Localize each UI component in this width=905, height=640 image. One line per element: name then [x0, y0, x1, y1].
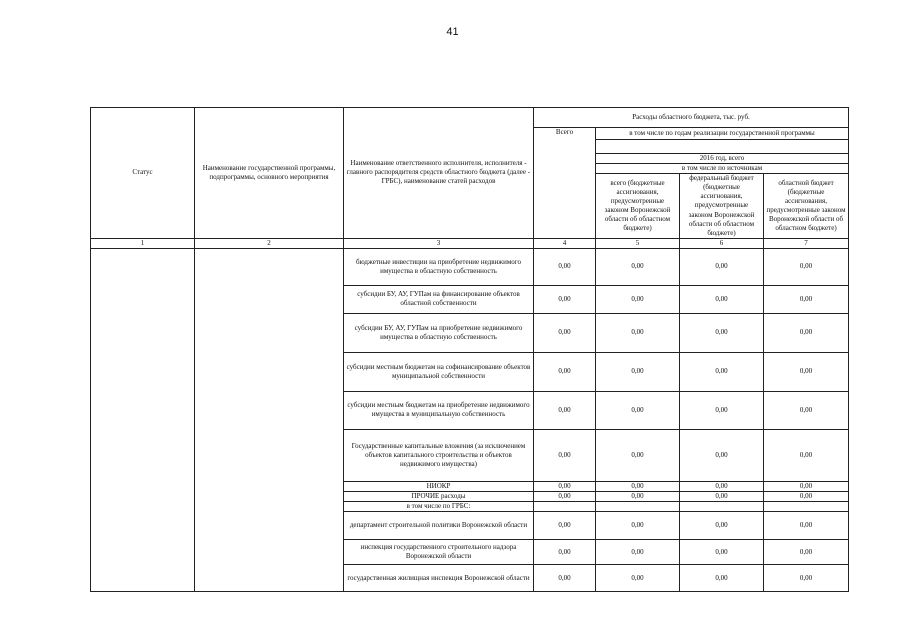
- item-label: Государственные капитальные вложения (за исключением объектов капитального строительства и объектов недвижимого имущества): [344, 429, 534, 481]
- value-total: 0,00: [534, 540, 596, 565]
- header-total: Всего: [534, 128, 596, 239]
- item-label: ПРОЧИЕ расходы: [344, 492, 534, 502]
- status-cell: [91, 248, 195, 591]
- column-number: 1: [91, 238, 195, 248]
- item-label: НИОКР: [344, 481, 534, 491]
- value-regional: 0,00: [764, 248, 849, 285]
- program-name-cell: [195, 248, 344, 591]
- value-source-total: [596, 502, 680, 512]
- value-source-total: 0,00: [596, 248, 680, 285]
- value-regional: 0,00: [764, 512, 849, 540]
- value-source-total: 0,00: [596, 492, 680, 502]
- value-regional: 0,00: [764, 492, 849, 502]
- item-label: департамент строительной политики Воронежской области: [344, 512, 534, 540]
- column-number: 7: [764, 238, 849, 248]
- table-row: [91, 248, 849, 285]
- value-regional: 0,00: [764, 565, 849, 592]
- value-federal: 0,00: [680, 391, 764, 429]
- header-source-total: всего (бюджетные ассигнования, предусмотренные законом Воронежской области об областном бюджете): [596, 174, 680, 239]
- value-total: [534, 502, 596, 512]
- value-source-total: 0,00: [596, 313, 680, 352]
- value-total: 0,00: [534, 512, 596, 540]
- value-regional: 0,00: [764, 352, 849, 391]
- value-regional: 0,00: [764, 481, 849, 491]
- page-number: 41: [446, 26, 459, 38]
- value-total: 0,00: [534, 313, 596, 352]
- value-source-total: 0,00: [596, 481, 680, 491]
- value-regional: [764, 502, 849, 512]
- value-federal: 0,00: [680, 540, 764, 565]
- value-federal: 0,00: [680, 481, 764, 491]
- value-regional: 0,00: [764, 285, 849, 313]
- item-label: инспекция государственного строительного надзора Воронежской области: [344, 540, 534, 565]
- value-source-total: 0,00: [596, 540, 680, 565]
- item-label: государственная жилищная инспекция Воронежской области: [344, 565, 534, 592]
- column-number: 6: [680, 238, 764, 248]
- header-by-sources: в том числе по источникам: [596, 164, 849, 174]
- value-source-total: 0,00: [596, 429, 680, 481]
- item-label: бюджетные инвестиции на приобретение недвижимого имущества в областную собственность: [344, 248, 534, 285]
- value-regional: 0,00: [764, 391, 849, 429]
- column-number: 3: [344, 238, 534, 248]
- header-source-federal: федеральный бюджет (бюджетные ассигнования, предусмотренные законом Воронежской области об областном бюджете): [680, 174, 764, 239]
- value-federal: 0,00: [680, 285, 764, 313]
- header-including-years: в том числе по годам реализации государственной программы: [596, 128, 849, 140]
- value-source-total: 0,00: [596, 512, 680, 540]
- column-number-row: [91, 238, 849, 248]
- value-source-total: 0,00: [596, 352, 680, 391]
- value-total: 0,00: [534, 285, 596, 313]
- value-total: 0,00: [534, 248, 596, 285]
- value-federal: 0,00: [680, 565, 764, 592]
- header-year-2016: 2016 год, всего: [596, 154, 849, 164]
- item-label: субсидии БУ, АУ, ГУПам на финансирование объектов областной собственности: [344, 285, 534, 313]
- item-label: субсидии местным бюджетам на приобретение недвижимого имущества в муниципальную собственность: [344, 391, 534, 429]
- value-total: 0,00: [534, 481, 596, 491]
- item-label: субсидии БУ, АУ, ГУПам на приобретение недвижимого имущества в областную собственность: [344, 313, 534, 352]
- header-spacer: [596, 140, 849, 154]
- header-source-regional: областной бюджет (бюджетные ассигнования, предусмотренные законом Воронежской области об областном бюджете): [764, 174, 849, 239]
- value-total: 0,00: [534, 565, 596, 592]
- value-federal: 0,00: [680, 248, 764, 285]
- value-total: 0,00: [534, 391, 596, 429]
- value-federal: 0,00: [680, 492, 764, 502]
- value-federal: 0,00: [680, 313, 764, 352]
- value-regional: 0,00: [764, 429, 849, 481]
- value-federal: [680, 502, 764, 512]
- value-federal: 0,00: [680, 512, 764, 540]
- value-source-total: 0,00: [596, 391, 680, 429]
- header-executor: Наименование ответственного исполнителя, исполнителя - главного распорядителя средств областного бюджета (далее - ГРБС), наименование статей расходов: [344, 108, 534, 239]
- value-federal: 0,00: [680, 429, 764, 481]
- value-source-total: 0,00: [596, 565, 680, 592]
- value-source-total: 0,00: [596, 285, 680, 313]
- value-regional: 0,00: [764, 540, 849, 565]
- header-program-name: Наименование государственной программы, подпрограммы, основного мероприятия: [195, 108, 344, 239]
- column-number: 4: [534, 238, 596, 248]
- header-expenses: Расходы областного бюджета, тыс. руб.: [534, 108, 849, 128]
- value-total: 0,00: [534, 492, 596, 502]
- item-label: субсидии местным бюджетам на софинансирование объектов муниципальной собственности: [344, 352, 534, 391]
- header-status: Статус: [91, 108, 195, 239]
- value-federal: 0,00: [680, 352, 764, 391]
- column-number: 5: [596, 238, 680, 248]
- value-total: 0,00: [534, 352, 596, 391]
- value-regional: 0,00: [764, 313, 849, 352]
- item-label: в том числе по ГРБС:: [344, 502, 534, 512]
- budget-table: [90, 107, 849, 592]
- column-number: 2: [195, 238, 344, 248]
- value-total: 0,00: [534, 429, 596, 481]
